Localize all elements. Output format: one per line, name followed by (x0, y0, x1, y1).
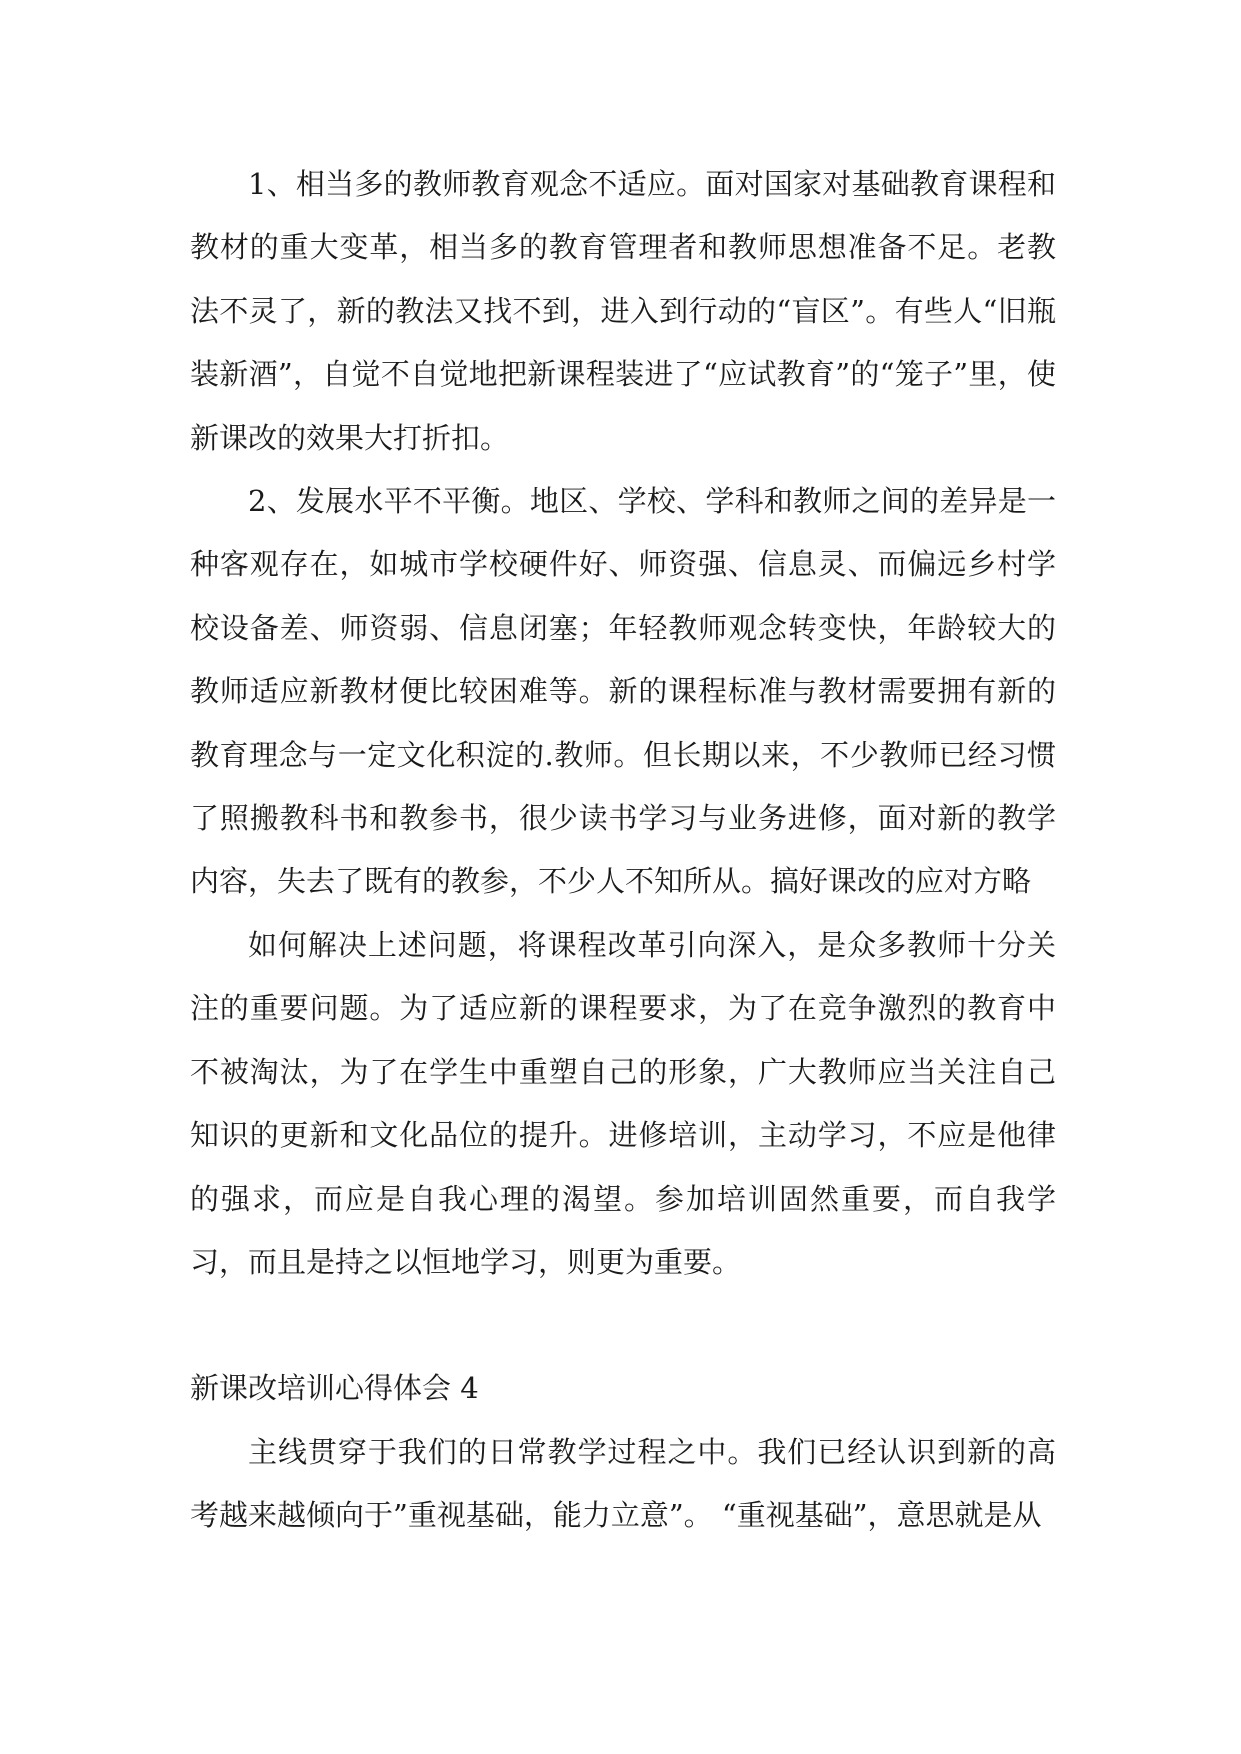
document-body (190, 153, 1056, 1548)
paragraph-3: 如何解决上述问题，将课程改革引向深入，是众多教师十分关注的重要问题。为了适应新的课程要求，为了在竞争激烈的教育中不被淘汰，为了在学生中重塑自己的形象，广大教师应当关注自己知识的更新和文化品位的提升。进修培训，主动学习，不应是他律的强求，而应是自我心理的渴望。参加培训固然重要，而自我学习，而且是持之以恒地学习，则更为重要。 (190, 927, 1056, 1279)
section-heading: 新课改培训心得体会 4 (190, 1371, 479, 1406)
paragraph-2: 2、发展水平不平衡。地区、学校、学科和教师之间的差异是一种客观存在，如城市学校硬件好、师资强、信息灵、而偏远乡村学校设备差、师资弱、信息闭塞；年轻教师观念转变快，年龄较大的教师适应新教材便比较困难等。新的课程标准与教材需要拥有新的教育理念与一定文化积淀的.教师。但长期以来，不少教师已经习惯了照搬教科书和教参书，很少读书学习与业务进修，面对新的教学内容，失去了既有的教参，不少人不知所从。搞好课改的应对方略 (190, 484, 1056, 899)
paragraph-1: 1、相当多的教师教育观念不适应。面对国家对基础教育课程和教材的重大变革，相当多的教育管理者和教师思想准备不足。老教法不灵了，新的教法又找不到，进入到行动的“盲区”。有些人“旧瓶装新酒”，自觉不自觉地把新课程装进了“应试教育”的“笼子”里，使新课改的效果大打折扣。 (190, 167, 1056, 455)
section-paragraph-1: 主线贯穿于我们的日常教学过程之中。我们已经认识到新的高考越来越倾向于”重视基础，能力立意”。 “重视基础”，意思就是从 (190, 1434, 1056, 1533)
